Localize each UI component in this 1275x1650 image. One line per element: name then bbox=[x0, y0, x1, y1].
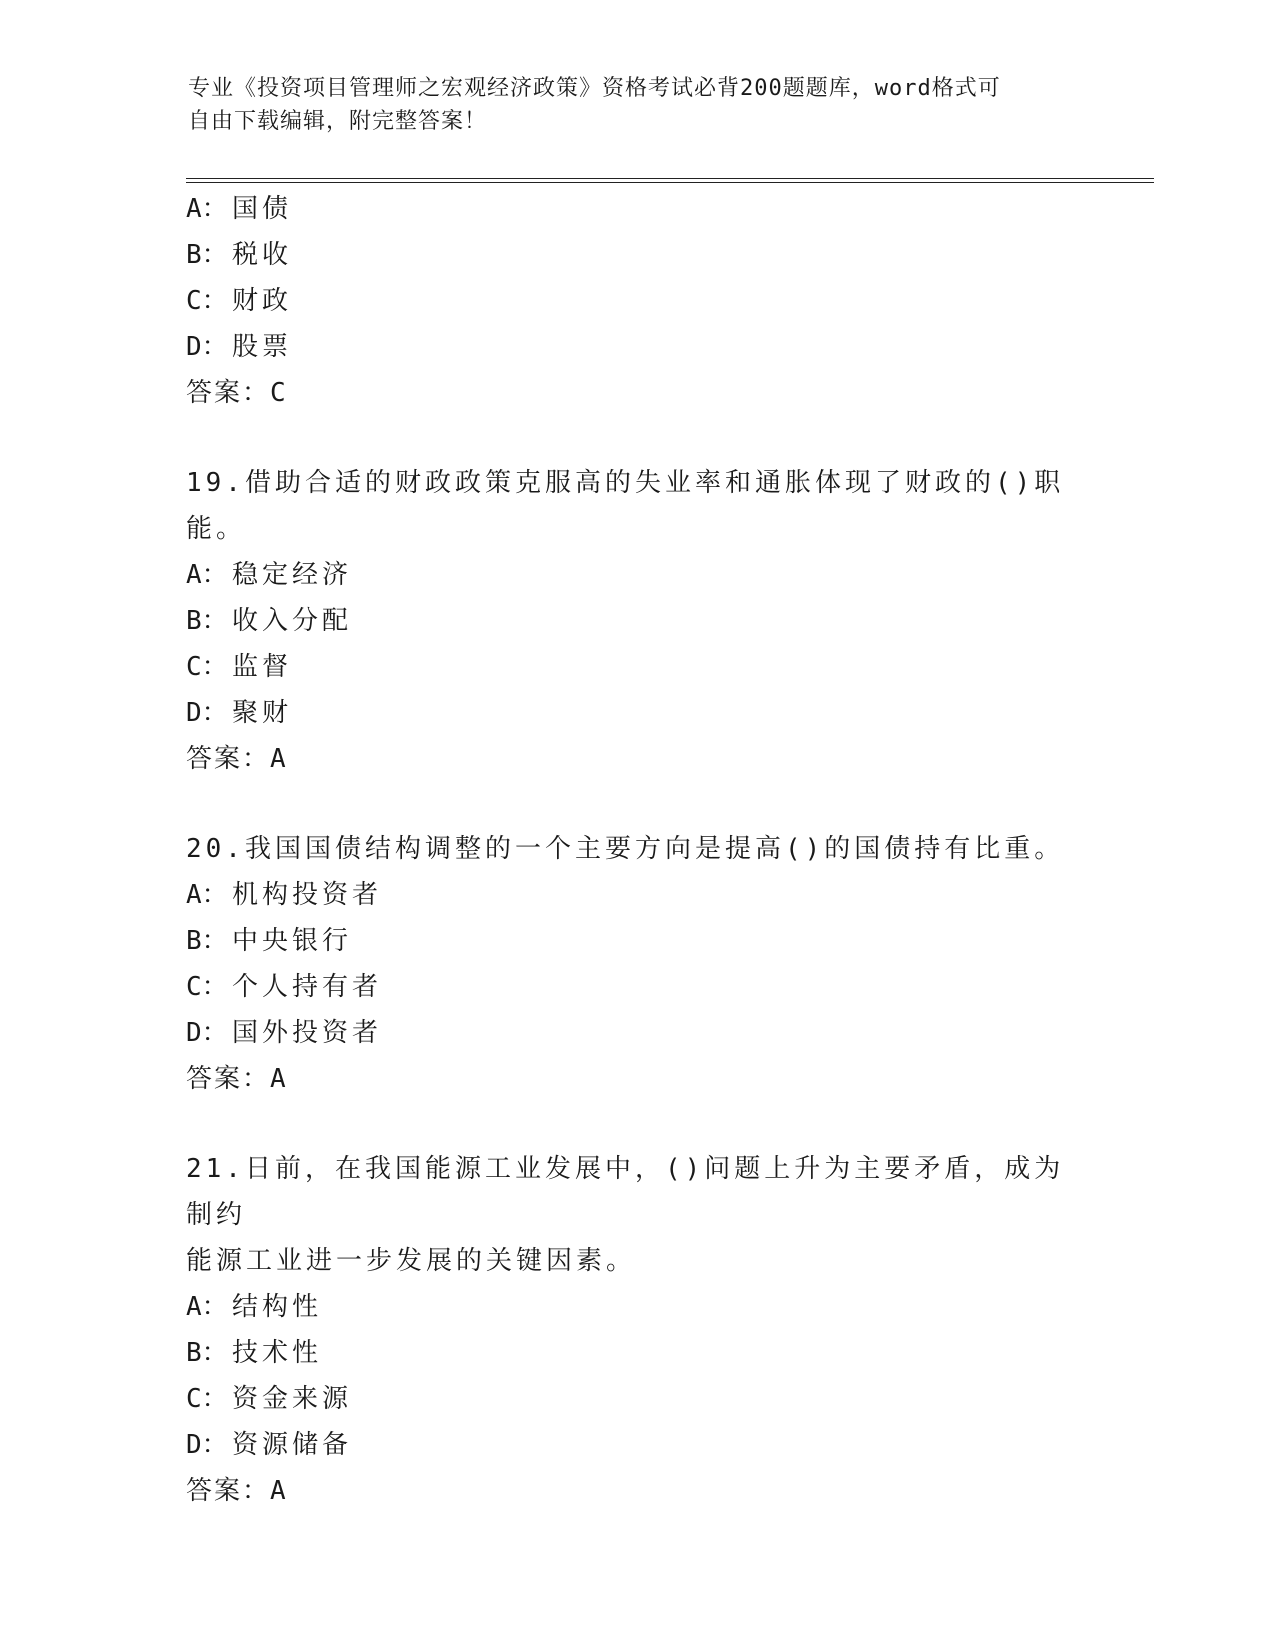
option-key: D： bbox=[186, 1430, 228, 1460]
option-key: D： bbox=[186, 332, 228, 362]
option-key: C： bbox=[186, 286, 228, 316]
option-d bbox=[186, 690, 1086, 736]
option-key: A： bbox=[186, 194, 228, 224]
option-text: 税收 bbox=[232, 240, 293, 270]
option-text: 监督 bbox=[232, 652, 293, 682]
header-divider-top bbox=[186, 178, 1154, 179]
option-key: B： bbox=[186, 1338, 228, 1368]
question-text-line-2: 能源工业进一步发展的关键因素。 bbox=[186, 1246, 637, 1276]
option-key: C： bbox=[186, 972, 228, 1002]
option-text: 资金来源 bbox=[232, 1384, 353, 1414]
question-text-line-1: 21.日前，在我国能源工业发展中，()问题上升为主要矛盾，成为制约 bbox=[186, 1154, 1065, 1230]
option-key: B： bbox=[186, 926, 228, 956]
option-b bbox=[186, 1330, 1086, 1376]
option-text: 稳定经济 bbox=[232, 560, 353, 590]
answer-line: 答案：A bbox=[186, 744, 288, 774]
question-text: 20.我国国债结构调整的一个主要方向是提高()的国债持有比重。 bbox=[186, 834, 1065, 864]
question-list bbox=[186, 186, 1086, 1558]
option-key: D： bbox=[186, 698, 228, 728]
answer-line: 答案：C bbox=[186, 378, 288, 408]
option-text: 聚财 bbox=[232, 698, 293, 728]
header-line-1: 专业《投资项目管理师之宏观经济政策》资格考试必背200题题库，word格式可 bbox=[188, 76, 1001, 101]
option-b bbox=[186, 918, 1086, 964]
question-text: 19.借助合适的财政政策克服高的失业率和通胀体现了财政的()职能。 bbox=[186, 468, 1065, 544]
option-key: B： bbox=[186, 240, 228, 270]
option-key: C： bbox=[186, 652, 228, 682]
header-divider-bottom bbox=[186, 182, 1154, 183]
answer-line: 答案：A bbox=[186, 1064, 288, 1094]
option-a bbox=[186, 552, 1086, 598]
question-19 bbox=[186, 460, 1086, 782]
option-text: 结构性 bbox=[232, 1292, 323, 1322]
option-text: 国债 bbox=[232, 194, 293, 224]
option-a bbox=[186, 872, 1086, 918]
question-21 bbox=[186, 1146, 1086, 1514]
option-text: 中央银行 bbox=[232, 926, 353, 956]
option-key: A： bbox=[186, 880, 228, 910]
option-key: A： bbox=[186, 560, 228, 590]
option-b bbox=[186, 232, 1086, 278]
answer-line: 答案：A bbox=[186, 1476, 288, 1506]
option-text: 财政 bbox=[232, 286, 293, 316]
option-key: C： bbox=[186, 1384, 228, 1414]
option-key: D： bbox=[186, 1018, 228, 1048]
option-b bbox=[186, 598, 1086, 644]
question-20 bbox=[186, 826, 1086, 1102]
option-d bbox=[186, 1422, 1086, 1468]
option-text: 个人持有者 bbox=[232, 972, 383, 1002]
option-d bbox=[186, 1010, 1086, 1056]
header-line-2: 自由下载编辑，附完整答案！ bbox=[188, 109, 488, 134]
option-c bbox=[186, 644, 1086, 690]
option-key: B： bbox=[186, 606, 228, 636]
option-c bbox=[186, 278, 1086, 324]
option-text: 技术性 bbox=[232, 1338, 323, 1368]
option-c bbox=[186, 1376, 1086, 1422]
option-text: 国外投资者 bbox=[232, 1018, 383, 1048]
option-key: A： bbox=[186, 1292, 228, 1322]
option-text: 收入分配 bbox=[232, 606, 353, 636]
option-text: 机构投资者 bbox=[232, 880, 383, 910]
option-a bbox=[186, 186, 1086, 232]
document-header bbox=[188, 72, 1088, 138]
option-d bbox=[186, 324, 1086, 370]
option-text: 股票 bbox=[232, 332, 293, 362]
option-a bbox=[186, 1284, 1086, 1330]
option-text: 资源储备 bbox=[232, 1430, 353, 1460]
option-c bbox=[186, 964, 1086, 1010]
question-18 bbox=[186, 186, 1086, 416]
